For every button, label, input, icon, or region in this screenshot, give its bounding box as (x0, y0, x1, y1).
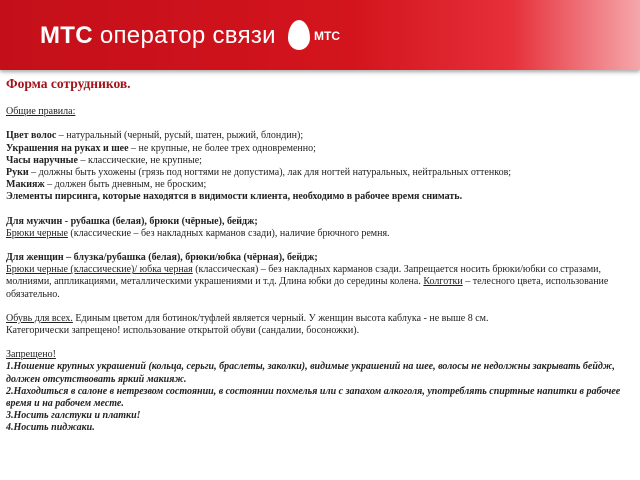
general-heading-text: Общие правила: (6, 106, 76, 118)
shoes-rule (6, 313, 632, 325)
rule-jewelry (6, 143, 632, 155)
logo-text: МТС (314, 29, 340, 43)
rule-label: Часы наручные (6, 154, 78, 166)
forbidden-section (6, 349, 632, 434)
egg-icon (288, 20, 310, 50)
rule-text: – должен быть дневным, не броским; (44, 179, 207, 191)
brand-bold: МТС (40, 22, 93, 49)
forbidden-item: 4.Носить пиджаки. (6, 422, 95, 434)
women-section (6, 252, 632, 301)
forbidden-item: 1.Ношение крупных украшений (кольца, серьги, браслеты, заколки), видимые украшений на шее, волосы не недолжны закрывать бейдж, должен отсутствовать яркий макияж. (6, 361, 615, 385)
rule-text: – должны быть ухожены (грязь под ногтями не допустима), лак для ногтей натуральных, нейтральных оттенков; (28, 167, 512, 179)
rule-piercing: Элементы пирсинга, которые находятся в видимости клиента, необходимо в рабочее время снимать. (6, 191, 463, 203)
shoes-section (6, 313, 632, 337)
brand-title (40, 22, 276, 50)
rule-hair (6, 130, 632, 142)
page-title: Форма сотрудников. (6, 76, 131, 91)
brand-rest: оператор связи (92, 22, 276, 49)
men-heading: Для мужчин - рубашка (белая), брюки (чёрные), бейдж; (6, 215, 258, 227)
tights-label: Колготки (423, 276, 463, 288)
rule-watch (6, 155, 632, 167)
women-heading: Для женщин – блузка/рубашка (белая), брюки/юбка (чёрная), бейдж; (6, 252, 318, 264)
men-section (6, 216, 632, 240)
forbidden-item: 2.Находиться в салоне в нетрезвом состоянии, в состоянии похмелья или с запахом алкоголя, употреблять спиртные напитки в рабочее время и на рабочем месте. (6, 385, 621, 410)
men-pants-label: Брюки черные (6, 227, 68, 239)
rule-makeup (6, 179, 632, 191)
rule-text: – классические, не крупные; (77, 154, 202, 166)
shoes-text: Единым цветом для ботинок/туфлей является черный. У женщин высота каблука - не выше 8 см. (72, 312, 489, 324)
men-pants (6, 228, 632, 240)
mts-logo (288, 20, 346, 56)
rule-hands (6, 167, 632, 179)
document-body (6, 78, 632, 447)
rule-label: Руки (6, 167, 29, 179)
rule-label: Макияж (6, 179, 45, 191)
forbidden-heading: Запрещено! (6, 349, 56, 361)
rule-label: Украшения на руках и шее (6, 142, 129, 154)
rule-text: – натуральный (черный, русый, шатен, рыжий, блондин); (56, 130, 304, 142)
tights-text: – телесного цвета, использование обязательно. (6, 276, 609, 300)
women-pants-label: Брюки черные (классические)/ юбка черная (6, 264, 193, 276)
general-rules (6, 130, 632, 203)
shoes-forbidden: Категорически запрещено! использование открытой обуви (сандалии, босоножки). (6, 325, 360, 337)
women-pants-text: (классическая) – без накладных карманов сзади. Запрещается носить брюки/юбки со стразами, молниями, аппликациями, металлическими украшениями и т.д. Длина юбки до середины колена. (6, 264, 602, 288)
rule-text: – не крупные, не более трех одновременно; (128, 142, 316, 154)
women-pants (6, 264, 632, 301)
header-banner (0, 0, 640, 70)
forbidden-item: 3.Носить галстуки и платки! (6, 410, 141, 422)
rule-label: Цвет волос (6, 130, 57, 142)
general-heading (6, 106, 632, 118)
shoes-label: Обувь для всех. (6, 312, 73, 324)
men-pants-text: (классические – без накладных карманов сзади), наличие брючного ремня. (67, 227, 390, 239)
